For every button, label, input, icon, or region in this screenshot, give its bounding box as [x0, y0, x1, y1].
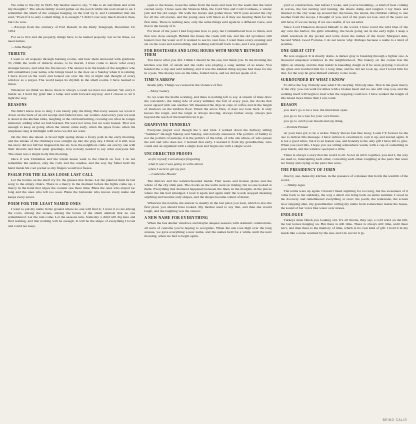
body-paragraph: —Mary Gentry [147, 88, 170, 93]
epigraph-line: what it was I was going to write about [148, 161, 203, 166]
body-paragraph: When the bus shelter windows and maybe deepest seasons with domestic celebrations, all sorts of customs you’re hoping to recognize. When the sun rose high over the long avenue, we gave everything a new name, and the names held for a while, until the next morning, when we had to begin again. [144, 221, 272, 238]
body-paragraph: you go to be a tree for your own future. [283, 113, 340, 118]
section-heading: TIME’S ARROW [144, 78, 175, 83]
section-heading: SURROUNDED BY WHAT I KNOW [280, 78, 345, 83]
body-paragraph: Whatever we think we know, there is always a room we have not entered. We carry it inside us. I hold my grief like a lamp and walk forward anyway, and I choose to let it light the way. [8, 87, 136, 101]
page-folio: BEING CALIS [382, 418, 407, 422]
section-heading: REASONS [8, 103, 27, 108]
body-paragraph: Since Lord Tinkerton showed himself to the world, I have loved the wild blue of the sky over the harbor, the gulls wheeling, the boats going out in the early light. I keep a small notebook in my pocket and write down the names of the boats: Margaret Ann, Second Wind, Good Fortune. I do not know why. Perhaps because a name is a kind of promise. [280, 25, 408, 46]
body-paragraph: you don’t go to be a tree. the mud must open. [283, 108, 349, 113]
body-paragraph: Turkeys must finish you looking old. It’s all thorns, they say, a cold wind on the hill, the last leaves hanging on. But there is still time. There is always still time, until there isn’t, and then there is the memory of time, which is its own kind of gift. I hold it in my hands like a stone warmed by the sun, and I do not let it go. [280, 218, 408, 235]
body-paragraph: The mirrors and the windowboarded inside. That noses and license plates and the whole of the city slide past. The clocks on the walls went on ticking, but no one looked at them. Everything that mattered happened between the lines, in the margins, in the places where the ink had smudged. I read it again and again until the words stopped meaning anything and became only shapes, and the shapes became a kind of music. [144, 178, 272, 200]
text-column-1 [8, 3, 135, 420]
body-paragraph: open to the house, loose the ashes from the nests and look for the seeds that the wind carried away. I have seen the Western Man, the Cold War and Cold Coldness, a winter jam and the old songs. We walk the streets and gather there. We’ll pass around the city for all the old stories, and the young ones will listen as if they are hearing them for the first time. There is nothing new, only the same things said again in a different voice, and that is the beauty of it. [144, 3, 272, 28]
body-paragraph: The terms were up again. I haven’t liked anything for too long, but the sweetness of it came back to me suddenly, the way a smell can bring back an entire summer. I stood in the doorway and remembered everything at once: the porch, the lemonade, the screen door slapping shut, my grandmother calling my name from somewhere inside the house, the sound of her voice like water over stones. [280, 189, 408, 210]
epigraph-line: when I went to get my pen [148, 167, 186, 172]
body-paragraph: He was stopped. It is mostly dome. A darker gray is breaking through a lighter one. A thousand unspoken windows in the neighborhood. The bakery on the corner has the lights on already, and the man inside is kneading dough as if he were praying. I stood at the glass and watched him for a long time, and he did not look up, and I loved him for that, for the way he gave himself entirely to the work. [280, 54, 408, 75]
body-paragraph: For us to live and die properly, things have to be named properly. Let us be three, we need names. [8, 35, 136, 44]
body-paragraph: We came to the city in 1945. My mother used to say, “I like to sit and think and write my thoughts.” The whole family would gather on the porch while she read aloud to us. I remember the smell of the oranges hanging on the wall by it, and I remember that she said, “Even if it is only a small thing, it is enough.” I didn’t care very much about it then, but I do now. [8, 3, 136, 24]
body-paragraph: —Patrick Finnan [283, 125, 308, 130]
body-paragraph: yard or construction. Just before I woke, and you’re breathing—a kind of heat coming in waves, the fan turning and turning, the sheets damp and tangled. I lay there and listened to the city wake up around me: the buses, the sirens, the children calling to one another from the stoops. I thought of you, and of the years we lost, and of the years we still have, if we are lucky, if we are careful, if we are kind. [280, 3, 408, 24]
epigraph-attribution: —Catherine Hunter [148, 172, 177, 177]
body-paragraph: —Excerpt from the obituary of Earl Russell in the Daily Telegraph, December 19, 1954 [8, 25, 136, 34]
text-column-2 [144, 3, 271, 420]
section-heading: ENDLOGUE [280, 212, 304, 217]
section-heading: FOR HOSTESSES AND LONG HOURS WITH MONEY BETWEEN THEM [144, 49, 264, 58]
section-heading: PSALM FOR THE GLASS LOOSE LAST CALL [8, 172, 94, 177]
text-column-3 [281, 3, 408, 420]
body-paragraph: I want to put my name in the ground where no one will find it. I want it to rest among the roots, among the stones, among the bones of the small animals that no one remembered. Let the rain come. Let the seasons turn. Someday a child will dig here and find nothing, and that nothing will be enough. It will be the shape of everything I loved and could not keep. [8, 206, 136, 228]
body-paragraph: Let the bottles on the shelf cry for the glasses that broke. Let the jukebox hum its last song to the empty chairs. There is a mercy in the moment before the lights come up, a mercy in the hand that wipes the counter one more time. Bless the ones who stayed too long and the ones who left too soon. Bless the bartender who knows every name and keeps every secret. [8, 177, 136, 199]
body-paragraph: Once it was Christmas and the whole house went to the church on foot. I do not remember the sermon, only the cold, and the candles, and the way my father held my hand inside his coat pocket so my fingers would not freeze. [8, 157, 136, 170]
epigraph-line: as for myself, I am always forgetting [148, 156, 201, 161]
body-paragraph: So we want the maths working, and there is nothing left to say. A stream of lines drew the concentric, the rising tide of every summer, the fall of every year, the clocks that never agreed with one another. We measured the days in cups of coffee and in the length of shadows on the kitchen floor. When the arrow flies, it does not look back. It only knows the target, and the target is always moving, always farther away, always just beyond the reach of the hand that let it go. [144, 94, 272, 120]
body-paragraph: There is always a story that the world is all. So let us tell it together, you and I, the way we used to, interrupting each other, correcting each other, laughing at the parts that were not funny and crying at the parts that were. [280, 152, 408, 166]
section-heading: POEM FOR THE LEAST NAMED ONES [8, 201, 81, 206]
body-paragraph: I went to all requests through burning rooms, and bear them answered with gratitude. To climb the walls of miracle stacks, to be mortal, I have come to know what every stranger knows, and what the fire knows. The answer is in the hands of the neighbor who still remembers your name, who brings bread to the door on a Sunday when it is raining. I have stood on the roofs and looked out over the city at night and thought of every window as a prayer. The world keeps its rhythm in the small rooms. I have learned to listen. [8, 57, 136, 87]
section-heading: UNCORRECTED PROOFS [144, 151, 193, 156]
section-heading: THE PRESIDENCY OF JUBIN [280, 168, 336, 173]
section-heading: A NEW NAME FOR EVERYTHING [144, 216, 209, 221]
body-paragraph: To drive the fog. Nobody sees what I’m carrying. Nobody asks. That is the great mercy of the city: you can walk for miles with a broken heart and no one will stop you, and the walking itself will begin to heal what the stopping could not. I have walked the length of this island more times than I can count. [280, 83, 408, 100]
body-paragraph: We didn’t know how to sing. I can barely play the thing. But every season we wrote it down on the back of an old receipt and folded it into our wallets. And every year we read it aloud at the kitchen table, laughing at the old handwriting, crossing out what no longer mattered, adding what we had learned. We were not wise, but we were honest. That was enough to keep us going when the winter came early, when the pipes froze, when the telephone rang at midnight with news we did not want. [8, 108, 136, 134]
section-heading: GRAPEVINE TENDERLY [144, 122, 191, 127]
body-paragraph: At your best got to be a writer. Nancy moves fast like Greg, Louis I’ll forever be the one to deliver this message. I have written it, rewritten it, torn it up, and started again. It is not a good letter, but it is an honest one, and honesty is the only gift I have left to give. When you read this, I hope you are sitting somewhere warm, with a cup of something in your hands, and the window open just a little. [280, 130, 408, 152]
body-paragraph: Inside jelly. Things we created in the violence of fire. [147, 83, 223, 88]
body-paragraph: One by one, make my kitchen, in the presence of a manner that holds the warmth of the world. [280, 173, 408, 182]
body-paragraph: Everyone played cool though the v and trick. I walked down the hallway telling “Summer” through Sunday and Sunday, and nobody answered. The politics of family is not the politics of nations; it is the politics of the table, of who sits where, of who passes the salt and who does not. I learned that early. I learned it from my grandmother, who could end an argument with a single look and begin one with a single word. [144, 127, 272, 149]
section-heading: ONE GREAT CITY [280, 49, 316, 54]
body-paragraph: On the lists she ahead. A broad light spring shone a frosty path in the early morning, and the smoke of the chimneys rose straight up into the grey sky. I think of it still, how the snow did not fall but lingered in the air, how the neighbors came out one by one with their shovels and their quiet greetings, how nobody needed to say what everyone felt. The street was a single body that morning. [8, 134, 136, 156]
body-paragraph: —Jimmy Ages [283, 183, 305, 188]
section-heading: TRIBUTE [8, 52, 26, 57]
section-heading: REASON [280, 102, 298, 107]
body-paragraph: Whatever the trouble, the answer is usually in the last place you look, which is also the first place you should have looked. My mother used to say that, and then she would laugh, and the laughing was the answer. [144, 200, 272, 214]
body-paragraph: For most of the years I had forgotten how to pray, but I remembered how to listen, and that was close enough. Behind the house the creek still ran, and the old sycamore still leaned over the water as if it wanted to see its own face. I went there every evening and sat on the roots and said nothing, and nothing said itself back to me, and I was grateful. [144, 29, 272, 46]
body-paragraph: —Julie Berger [11, 44, 32, 49]
body-paragraph: you go to catch your breath and say thing. [283, 119, 344, 124]
body-paragraph: You know what you did. I think I should be the one, but thank you. In the morning the kitchen was full of steam and the radio was playing a song neither of us knew. You handed me a cup and said nothing, and it was the kindest thing anyone had done for me in a year. The money was on the table, folded twice, and we did not speak of it. [144, 58, 272, 75]
